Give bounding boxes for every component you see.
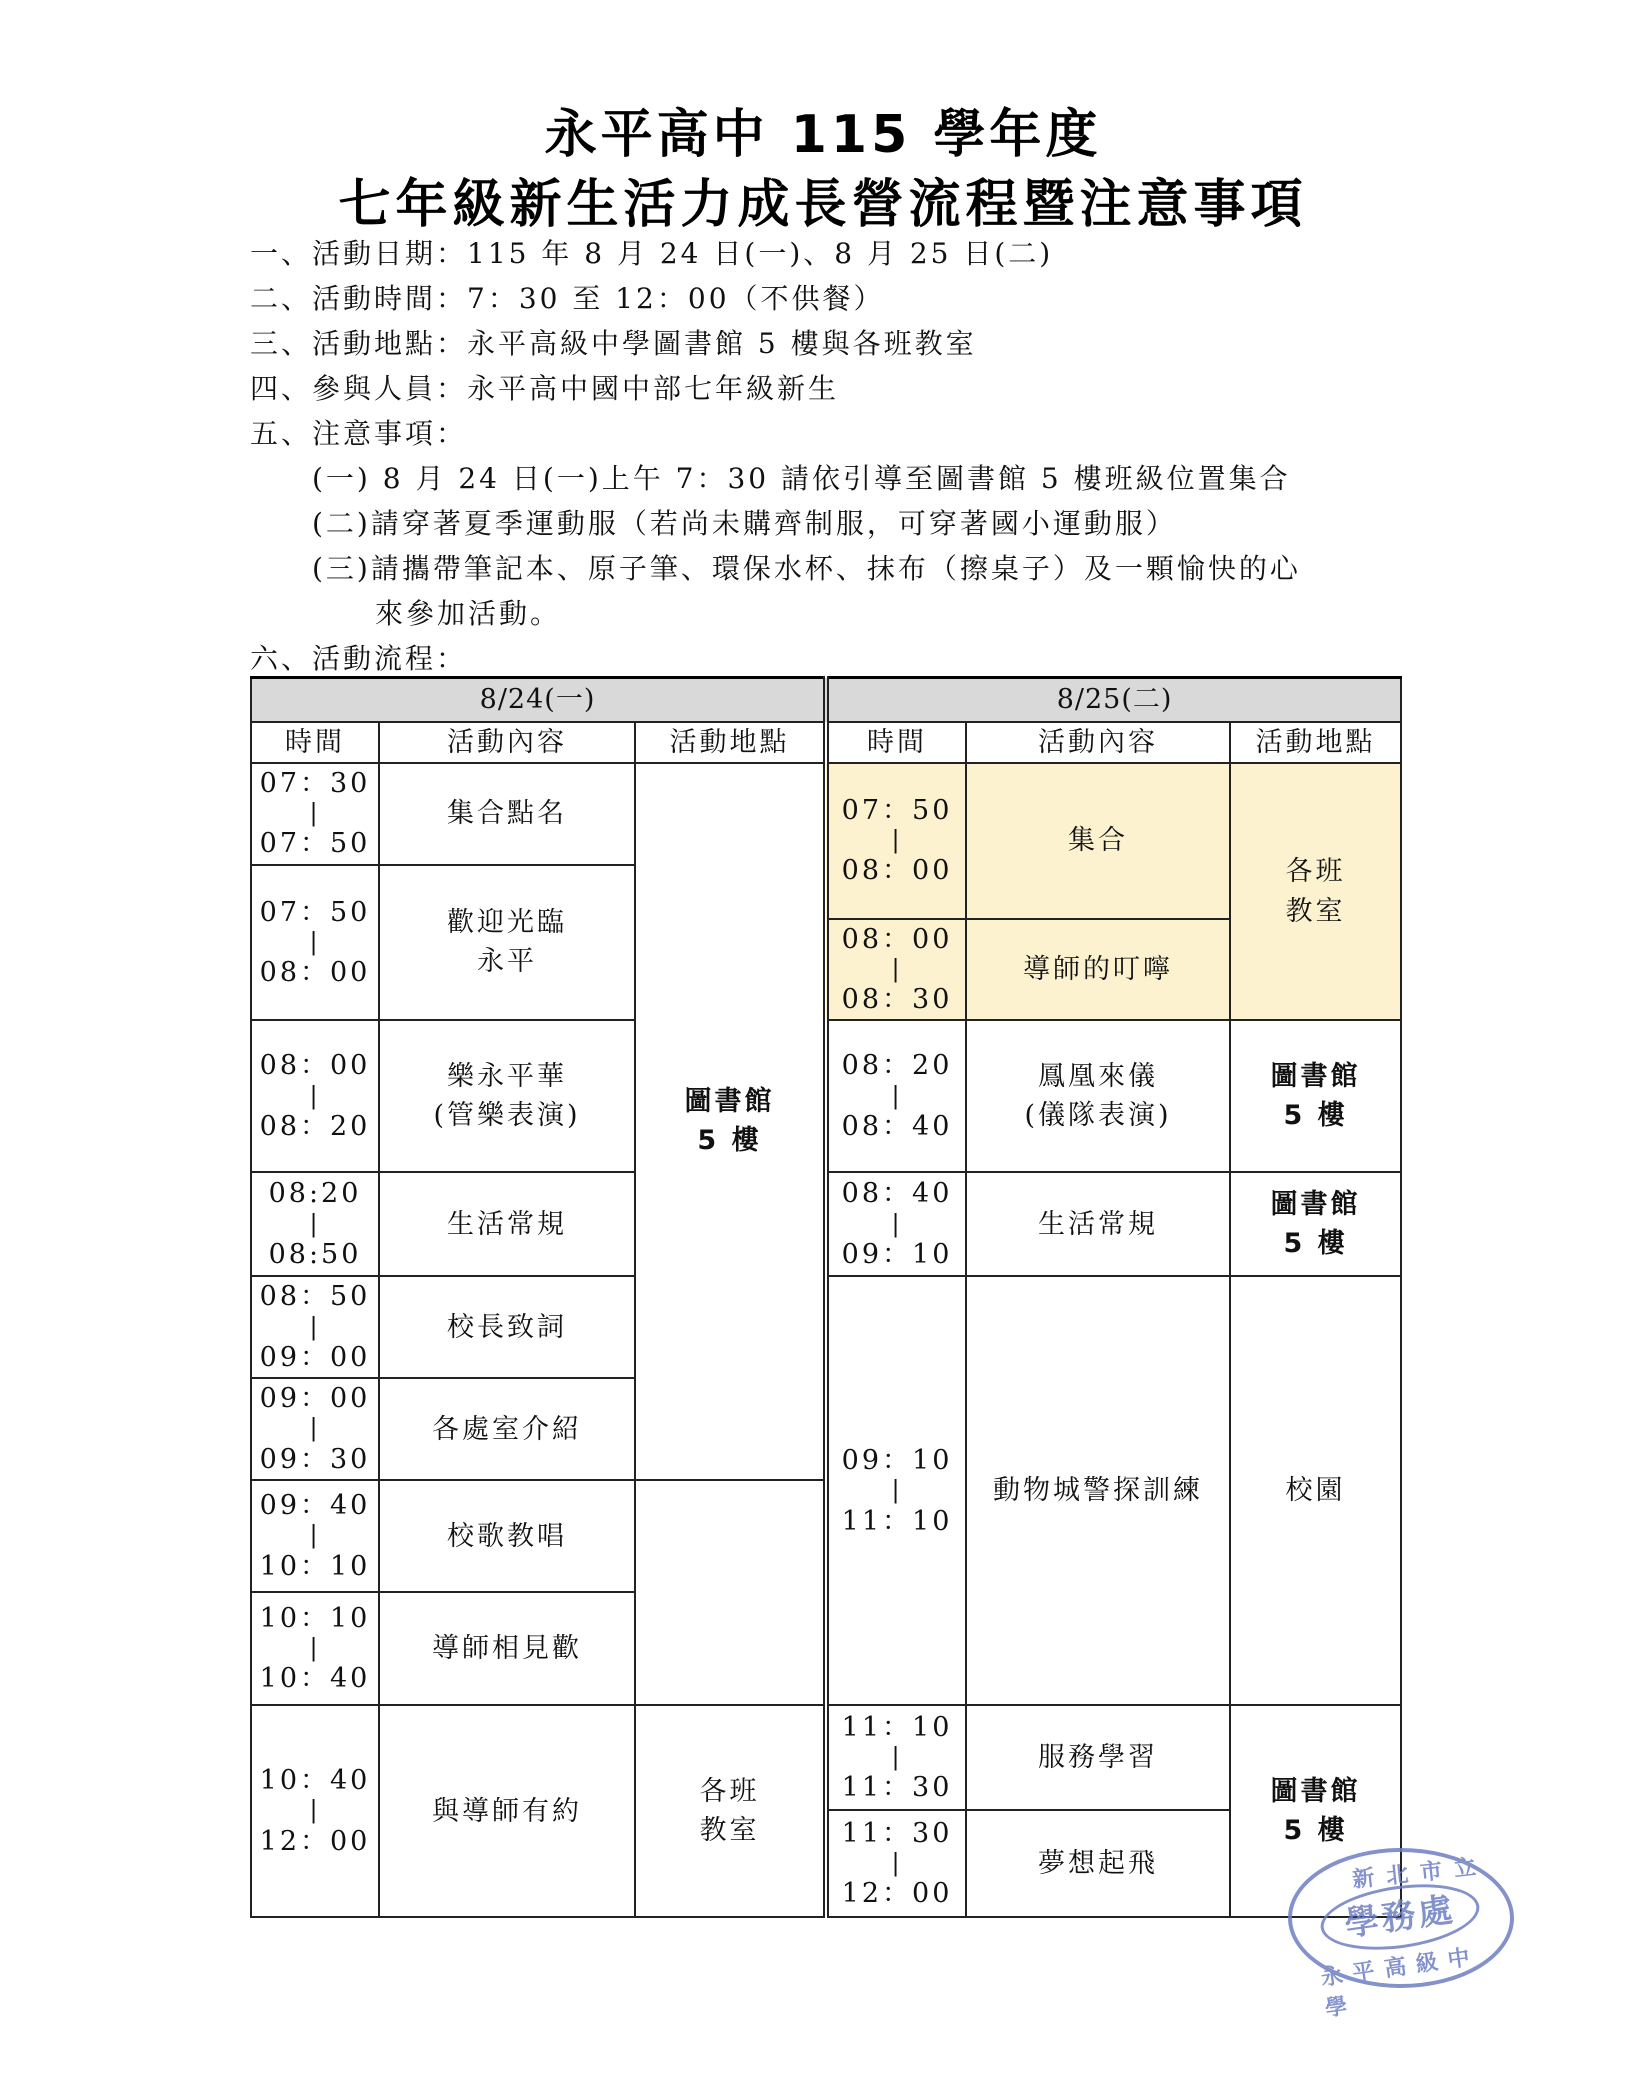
day1-content-2: 歡迎光臨 永平: [379, 865, 635, 1021]
col-place-day2: 活動地點: [1230, 722, 1401, 763]
day1-place-classroom: 各班 教室: [635, 1705, 826, 1917]
day1-content-6: 各處室介紹: [379, 1378, 635, 1480]
page-title-line2: 七年級新生活力成長營流程暨注意事項: [338, 175, 1308, 235]
day2-place-classroom: 各班 教室: [1230, 763, 1401, 1021]
day1-content-5: 校長致詞: [379, 1276, 635, 1378]
day1-time-2: 07：50 | 08：00: [251, 865, 379, 1021]
item-date: 一、活動日期：115 年 8 月 24 日(一)、8 月 25 日(二): [250, 237, 1054, 270]
day2-time-7: 11：30 | 12：00: [826, 1810, 966, 1917]
day2-content-6: 服務學習: [966, 1705, 1230, 1810]
day2-place-campus: 校園: [1230, 1276, 1401, 1705]
day2-content-7: 夢想起飛: [966, 1810, 1230, 1917]
col-content-day1: 活動內容: [379, 722, 635, 763]
day1-time-6: 09：00 | 09：30: [251, 1378, 379, 1480]
col-content-day2: 活動內容: [966, 722, 1230, 763]
day2-content-3: 鳳凰來儀 (儀隊表演): [966, 1020, 1230, 1172]
note-3-continued: 來參加活動。: [375, 597, 562, 630]
day1-content-4: 生活常規: [379, 1172, 635, 1276]
day1-content-9: 與導師有約: [379, 1705, 635, 1917]
day1-time-3: 08：00 | 08：20: [251, 1020, 379, 1172]
note-2: (二)請穿著夏季運動服（若尚未購齊制服，可穿著國小運動服）: [312, 507, 1177, 540]
note-1: (一) 8 月 24 日(一)上午 7：30 請依引導至圖書館 5 樓班級位置集合: [312, 462, 1291, 495]
day2-time-5: 09：10 | 11：10: [826, 1276, 966, 1705]
day1-time-5: 08：50 | 09：00: [251, 1276, 379, 1378]
day1-place-library: 圖書館 5 樓: [635, 763, 826, 1481]
day2-time-2: 08：00 | 08：30: [826, 919, 966, 1021]
day2-place-library-3: 圖書館 5 樓: [1230, 1705, 1401, 1917]
day2-time-4: 08：40 | 09：10: [826, 1172, 966, 1276]
day2-content-1: 集合: [966, 763, 1230, 919]
day1-content-7: 校歌教唱: [379, 1480, 635, 1592]
item-notes-heading: 五、注意事項：: [250, 417, 468, 450]
item-people: 四、參與人員：永平高中國中部七年級新生: [250, 372, 840, 405]
item-place: 三、活動地點：永平高級中學圖書館 5 樓與各班教室: [250, 327, 977, 360]
school-office-stamp: [1288, 1848, 1514, 2022]
day2-time-3: 08：20 | 08：40: [826, 1020, 966, 1172]
item-time: 二、活動時間：7：30 至 12：00（不供餐）: [250, 282, 885, 315]
item-flow-heading: 六、活動流程：: [250, 642, 468, 675]
day2-place-library-2: 圖書館 5 樓: [1230, 1172, 1401, 1276]
col-time-day1: 時間: [251, 722, 379, 763]
page-title-line1: 永平高中 115 學年度: [544, 105, 1102, 165]
schedule-table: [250, 676, 1402, 1918]
day1-time-4: 08:20 | 08:50: [251, 1172, 379, 1276]
day2-place-library-1: 圖書館 5 樓: [1230, 1020, 1401, 1172]
day1-time-1: 07：30 | 07：50: [251, 763, 379, 865]
day2-content-2: 導師的叮嚀: [966, 919, 1230, 1021]
day2-time-6: 11：10 | 11：30: [826, 1705, 966, 1810]
day2-time-1: 07：50 | 08：00: [826, 763, 966, 919]
note-3: (三)請攜帶筆記本、原子筆、環保水杯、抹布（擦桌子）及一顆愉快的心: [312, 552, 1301, 585]
day2-content-4: 生活常規: [966, 1172, 1230, 1276]
stamp-top-text: 新北市立: [1351, 1853, 1490, 1894]
day1-header: 8/24(一): [251, 678, 826, 722]
day2-header: 8/25(二): [826, 678, 1401, 722]
day1-content-8: 導師相見歡: [379, 1592, 635, 1705]
stamp-center-text: 學務處: [1316, 1875, 1483, 1959]
day1-time-7: 09：40 | 10：10: [251, 1480, 379, 1592]
stamp-bottom-text: 永平高級中學: [1319, 1944, 1482, 2022]
day1-content-1: 集合點名: [379, 763, 635, 865]
day1-time-8: 10：10 | 10：40: [251, 1592, 379, 1705]
day1-time-9: 10：40 | 12：00: [251, 1705, 379, 1917]
day1-content-3: 樂永平華 (管樂表演): [379, 1020, 635, 1172]
col-time-day2: 時間: [826, 722, 966, 763]
col-place-day1: 活動地點: [635, 722, 826, 763]
day2-content-5: 動物城警探訓練: [966, 1276, 1230, 1705]
